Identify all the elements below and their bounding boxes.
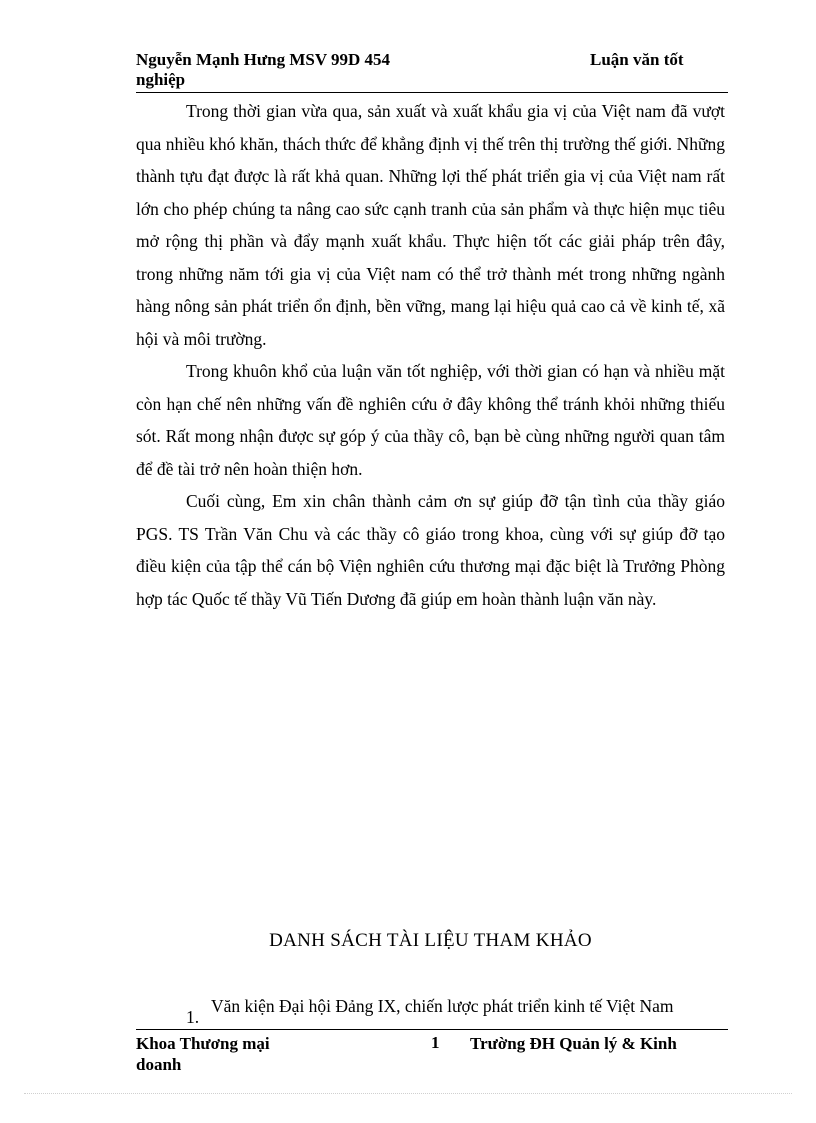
header-doc-type-wrap: nghiệp [136, 70, 186, 89]
paragraph-limitations: Trong khuôn khổ của luận văn tốt nghiệp, với thời gian có hạn và nhiều mặt còn hạn chế nên những vấn đề nghiên cứu ở đây không thể tránh khỏi những thiếu sót. Rất mong nhận được sự góp ý của thầy cô, bạn bè cùng những người quan tâm để đề tài trở nên hoàn thiện hơn. [136, 361, 725, 479]
footer-university: Trường ĐH Quản lý & Kinh [470, 1034, 677, 1053]
footer-faculty: Khoa Thương mại [136, 1034, 270, 1053]
page-number: 1 [431, 1033, 440, 1052]
footer-faculty-wrap: doanh [136, 1055, 182, 1074]
page-bottom-edge [24, 1093, 792, 1094]
body-text [136, 95, 725, 615]
footer-divider [136, 1029, 728, 1030]
paragraph-acknowledgement: Cuối cùng, Em xin chân thành cảm ơn sự giúp đỡ tận tình của thầy giáo PGS. TS Trần Văn Chu và các thầy cô giáo trong khoa, cùng với sự giúp đỡ tạo điều kiện của tập thể cán bộ Viện nghiên cứu thương mại đặc biệt là Trưởng Phòng hợp tác Quốc tế thầy Vũ Tiến Dương đã giúp em hoàn thành luận văn này. [136, 491, 725, 609]
reference-number: 1. [186, 1007, 200, 1027]
header-doc-type: Luận văn tốt [590, 50, 684, 69]
header-author: Nguyễn Mạnh Hưng MSV 99D 454 [136, 50, 391, 69]
reference-text: Văn kiện Đại hội Đảng IX, chiến lược phát triển kinh tế Việt Nam [211, 996, 674, 1016]
paragraph-conclusion: Trong thời gian vừa qua, sản xuất và xuất khẩu gia vị của Việt nam đã vượt qua nhiều khó khăn, thách thức để khẳng định vị thế trên thị trường thế giới. Những thành tựu đạt được là rất khả quan. Những lợi thế phát triển gia vị của Việt nam rất lớn cho phép chúng ta nâng cao sức cạnh tranh của sản phẩm và thực hiện mục tiêu mở rộng thị phần và đẩy mạnh xuất khẩu. Thực hiện tốt các giải pháp trên đây, trong những năm tới gia vị của Việt nam có thể trở thành mét trong những ngành hàng nông sản phát triển ổn định, bền vững, mang lại hiệu quả cao cả về kinh tế, xã hội và môi trường. [136, 101, 725, 349]
header-divider [136, 92, 728, 93]
references-title: DANH SÁCH TÀI LIỆU THAM KHẢO [269, 930, 592, 951]
